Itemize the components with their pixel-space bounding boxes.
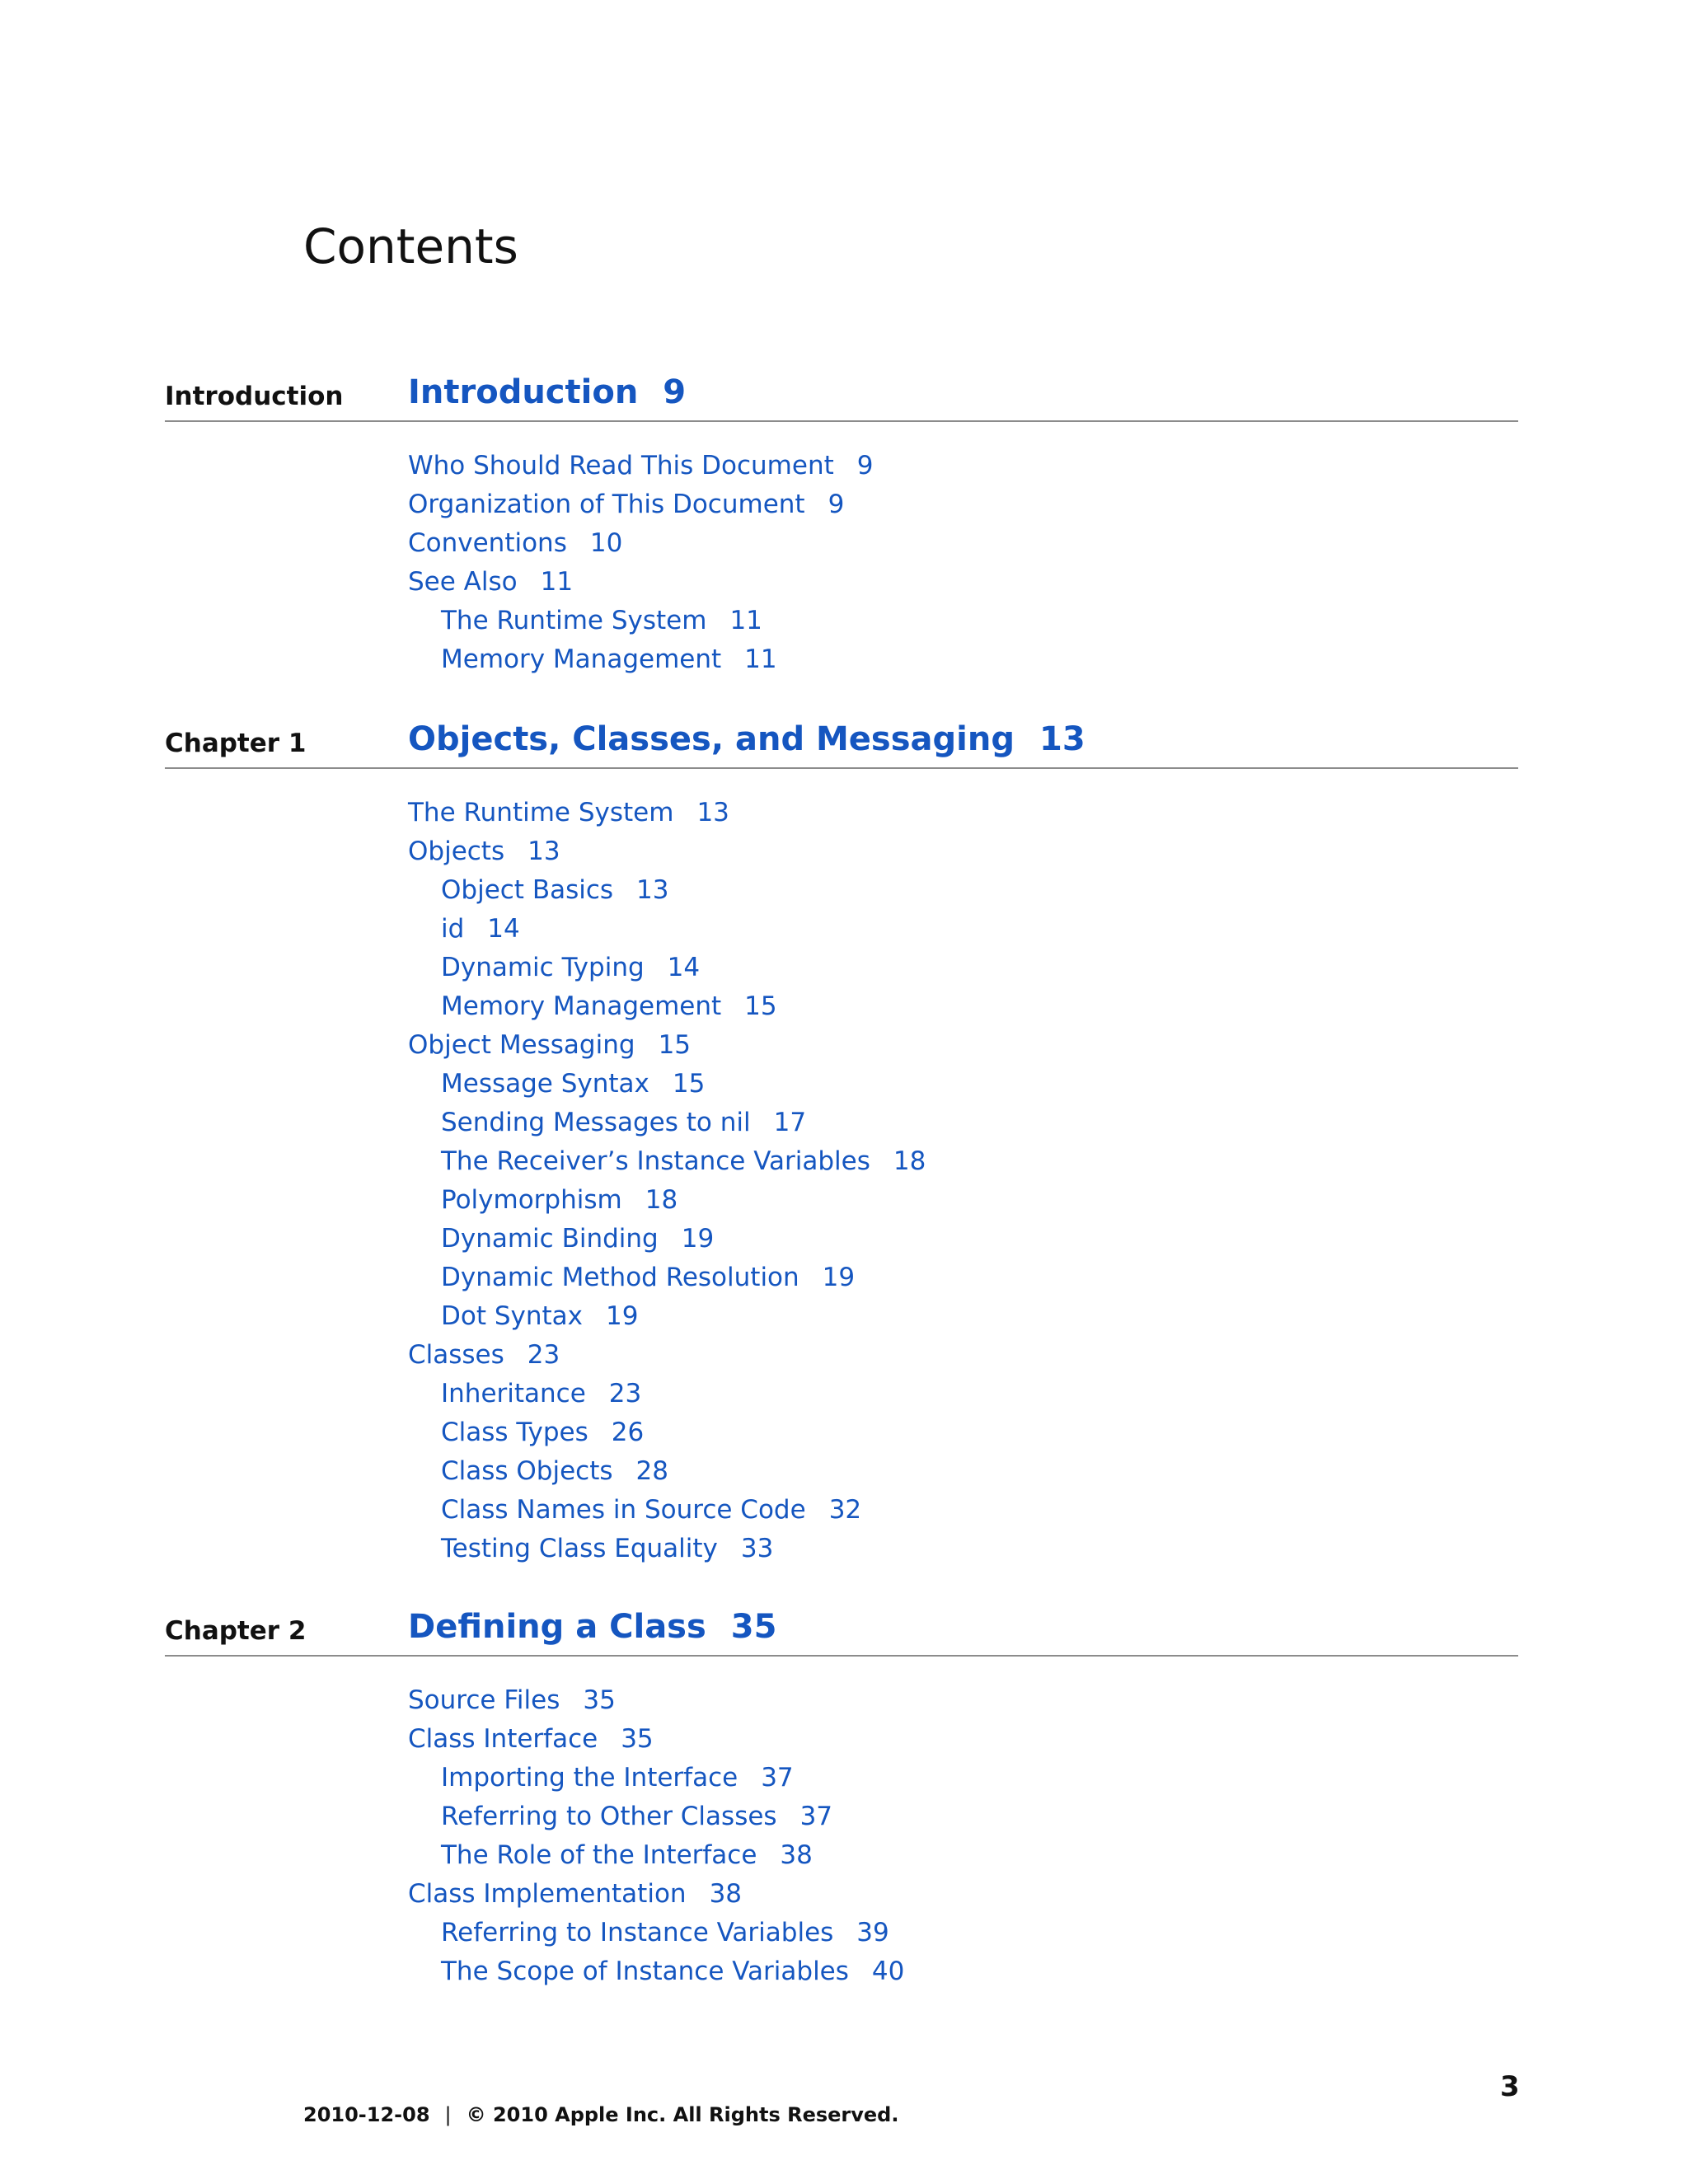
toc-entry-title: Class Names in Source Code: [441, 1495, 806, 1525]
toc-entry-page-number: 14: [487, 914, 520, 944]
toc-entry[interactable]: [165, 1258, 1518, 1297]
section-title-text: Objects, Classes, and Messaging: [408, 720, 1015, 758]
toc-entry[interactable]: [165, 1065, 1518, 1104]
toc-entry[interactable]: [165, 1220, 1518, 1258]
toc-entry[interactable]: [165, 1491, 1518, 1530]
toc-entry-page-number: 37: [799, 1802, 833, 1831]
toc-entry[interactable]: [165, 910, 1518, 949]
toc-entry-title: The Runtime System: [441, 606, 707, 635]
toc-entry[interactable]: [165, 1797, 1518, 1836]
toc-entry-page-number: 11: [540, 567, 574, 597]
section-kind-label: Chapter 1: [165, 729, 307, 758]
toc-entry-title: Source Files: [408, 1685, 560, 1715]
toc-entry-page-number: 40: [871, 1957, 905, 1986]
section-title-link[interactable]: [408, 720, 1085, 758]
toc-entry-title: Class Implementation: [408, 1879, 687, 1909]
toc-entry-title: Referring to Other Classes: [441, 1802, 777, 1831]
toc-entry-title: Sending Messages to nil: [441, 1108, 751, 1137]
page-title: Contents: [303, 218, 518, 274]
section-page-number: 13: [1039, 720, 1085, 758]
toc-entry-page-number: 11: [729, 606, 762, 635]
toc-entry-page-number: 23: [608, 1379, 642, 1408]
section-page-number: 35: [730, 1608, 777, 1646]
section-title-text: Introduction: [408, 373, 639, 411]
toc-entry[interactable]: [165, 1375, 1518, 1413]
toc-entry-page-number: 9: [828, 490, 845, 519]
toc-entry-page-number: 15: [658, 1030, 692, 1060]
section-header: [165, 373, 1518, 422]
toc-entry-page-number: 37: [761, 1763, 794, 1793]
toc-entry[interactable]: [165, 1720, 1518, 1759]
toc-entry-title: The Scope of Instance Variables: [441, 1957, 849, 1986]
toc-entry-page-number: 26: [611, 1418, 645, 1447]
toc-entry-page-number: 18: [645, 1185, 678, 1215]
toc-entry-page-number: 35: [583, 1685, 616, 1715]
toc-entry[interactable]: [165, 1759, 1518, 1797]
toc-entry[interactable]: [165, 1875, 1518, 1914]
toc-entry[interactable]: [165, 794, 1518, 832]
toc-entry-title: Organization of This Document: [408, 490, 805, 519]
toc-entry-title: The Role of the Interface: [441, 1840, 757, 1870]
toc-entry-page-number: 10: [589, 528, 623, 558]
section-page-number: 9: [663, 373, 687, 411]
toc-entry[interactable]: [165, 1413, 1518, 1452]
toc-entry-page-number: 17: [773, 1108, 807, 1137]
toc-entry-title: Memory Management: [441, 644, 722, 674]
toc-entry[interactable]: [165, 1836, 1518, 1875]
toc-entry[interactable]: [165, 1681, 1518, 1720]
toc-entry-title: Importing the Interface: [441, 1763, 738, 1793]
toc-entry-list: [165, 422, 1518, 679]
toc-entry-title: Conventions: [408, 528, 567, 558]
toc-entry-page-number: 15: [672, 1069, 706, 1099]
toc-entry[interactable]: [165, 447, 1518, 485]
toc-entry-page-number: 19: [606, 1301, 639, 1331]
toc-entry-title: Memory Management: [441, 991, 722, 1021]
toc-entry-page-number: 11: [744, 644, 777, 674]
toc-entry-title: Testing Class Equality: [441, 1534, 718, 1563]
section-header: [165, 719, 1518, 769]
toc-entry[interactable]: [165, 1181, 1518, 1220]
toc-entry[interactable]: [165, 1142, 1518, 1181]
toc-entry[interactable]: [165, 1530, 1518, 1568]
toc-entry-page-number: 9: [856, 451, 874, 480]
toc-entry-title: Inheritance: [441, 1379, 586, 1408]
toc-entry-title: Dynamic Method Resolution: [441, 1263, 799, 1292]
toc-entry-title: The Receiver’s Instance Variables: [441, 1146, 870, 1176]
toc-section-introduction: [165, 373, 1518, 679]
toc-entry[interactable]: [165, 1952, 1518, 1991]
toc-entry-title: Dot Syntax: [441, 1301, 584, 1331]
toc-entry[interactable]: [165, 949, 1518, 987]
toc-entry-page-number: 39: [856, 1918, 889, 1947]
footer-copyright: © 2010 Apple Inc. All Rights Reserved.: [466, 2103, 899, 2126]
toc-entry-title: Class Interface: [408, 1724, 598, 1754]
toc-section-chapter-1: [165, 719, 1518, 1568]
toc-entry[interactable]: [165, 524, 1518, 563]
toc-entry-page-number: 15: [744, 991, 777, 1021]
toc-entry-page-number: 33: [740, 1534, 774, 1563]
toc-entry-page-number: 23: [527, 1340, 560, 1370]
section-kind-label: Introduction: [165, 382, 344, 411]
toc-entry-page-number: 28: [635, 1456, 668, 1486]
toc-entry-title: Message Syntax: [441, 1069, 649, 1099]
toc-entry-title: Objects: [408, 837, 505, 866]
toc-entry[interactable]: [165, 832, 1518, 871]
toc-entry-page-number: 35: [621, 1724, 654, 1754]
toc-entry-title: Dynamic Binding: [441, 1224, 659, 1254]
toc-entry-title: Class Objects: [441, 1456, 613, 1486]
toc-entry-page-number: 32: [828, 1495, 862, 1525]
toc-entry[interactable]: [165, 1026, 1518, 1065]
toc-entry[interactable]: [165, 1452, 1518, 1491]
toc-entry-title: See Also: [408, 567, 518, 597]
toc-entry-page-number: 13: [636, 875, 669, 905]
toc-entry-title: The Runtime System: [408, 798, 674, 827]
toc-entry-page-number: 18: [893, 1146, 926, 1176]
toc-entry-title: Who Should Read This Document: [408, 451, 834, 480]
toc-entry[interactable]: [165, 871, 1518, 910]
toc-entry-page-number: 13: [528, 837, 560, 866]
toc-entry[interactable]: [165, 602, 1518, 640]
toc-entry[interactable]: [165, 640, 1518, 679]
toc-entry-list: [165, 769, 1518, 1568]
toc-entry-title: Dynamic Typing: [441, 953, 645, 982]
footer-separator: |: [444, 2103, 452, 2126]
section-title-link[interactable]: [408, 1608, 777, 1646]
toc-entry-title: Object Basics: [441, 875, 614, 905]
page-footer: [303, 2103, 898, 2126]
toc-entry-page-number: 13: [696, 798, 729, 827]
toc-entry-page-number: 19: [822, 1263, 856, 1292]
toc-entry-title: Class Types: [441, 1418, 588, 1447]
section-title-link[interactable]: [408, 373, 687, 411]
page-number: 3: [1500, 2070, 1520, 2103]
section-title-text: Defining a Class: [408, 1608, 706, 1646]
footer-date: 2010-12-08: [303, 2103, 430, 2126]
section-kind-label: Chapter 2: [165, 1616, 307, 1646]
toc-entry-page-number: 14: [667, 953, 701, 982]
toc-entry-list: [165, 1657, 1518, 1991]
toc-entry-page-number: 38: [709, 1879, 743, 1909]
toc-entry-title: Polymorphism: [441, 1185, 622, 1215]
toc-entry[interactable]: [165, 1297, 1518, 1336]
section-header: [165, 1607, 1518, 1657]
toc-entry[interactable]: [165, 1104, 1518, 1142]
toc-entry[interactable]: [165, 563, 1518, 602]
toc-entry-page-number: 38: [780, 1840, 813, 1870]
toc-section-chapter-2: [165, 1607, 1518, 1991]
toc-entry[interactable]: [165, 485, 1518, 524]
toc-entry-title: id: [441, 914, 465, 944]
toc-entry-title: Classes: [408, 1340, 504, 1370]
toc-entry[interactable]: [165, 1336, 1518, 1375]
toc-entry[interactable]: [165, 987, 1518, 1026]
toc-entry-title: Referring to Instance Variables: [441, 1918, 834, 1947]
toc-entry-page-number: 19: [681, 1224, 715, 1254]
toc-entry-title: Object Messaging: [408, 1030, 635, 1060]
toc-entry[interactable]: [165, 1914, 1518, 1952]
